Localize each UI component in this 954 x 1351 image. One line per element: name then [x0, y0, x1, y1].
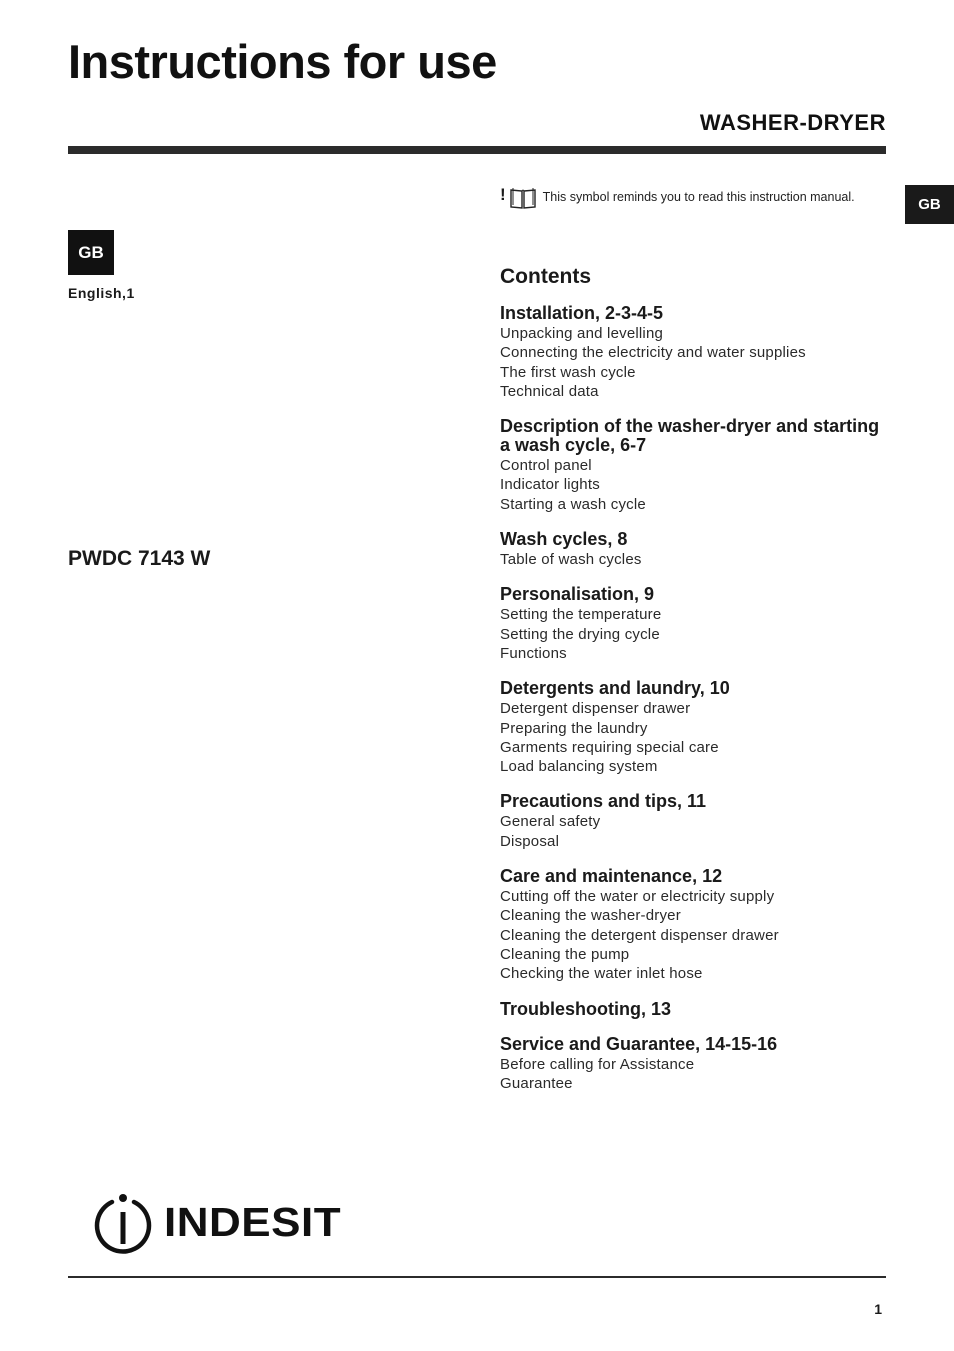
section-item[interactable]: Cutting off the water or electricity supply	[500, 888, 775, 906]
section-item[interactable]: Functions	[500, 644, 567, 662]
contents-section	[500, 867, 886, 983]
contents-section	[500, 304, 886, 401]
section-item[interactable]: Control panel	[500, 457, 592, 475]
section-title[interactable]: Wash cycles, 8	[500, 529, 628, 550]
section-item[interactable]: Table of wash cycles	[500, 551, 642, 569]
section-item[interactable]: Disposal	[500, 832, 560, 850]
table-of-contents	[500, 265, 886, 1109]
section-title[interactable]: Care and maintenance, 12	[500, 866, 723, 887]
section-title[interactable]: Service and Guarantee, 14-15-16	[500, 1033, 778, 1054]
contents-section	[500, 792, 886, 851]
section-item[interactable]: Cleaning the pump	[500, 945, 630, 963]
section-title[interactable]: Troubleshooting, 13	[500, 998, 672, 1019]
section-item[interactable]: Checking the water inlet hose	[500, 965, 703, 983]
section-item[interactable]: The first wash cycle	[500, 363, 636, 381]
contents-section	[500, 679, 886, 776]
section-title[interactable]: Detergents and laundry, 10	[500, 678, 730, 699]
book-icon	[509, 186, 537, 210]
section-item[interactable]: Setting the temperature	[500, 606, 662, 624]
section-item[interactable]: Cleaning the washer-dryer	[500, 907, 681, 925]
contents-sections	[500, 304, 886, 1093]
section-item[interactable]: Setting the drying cycle	[500, 625, 660, 643]
section-item[interactable]: Preparing the laundry	[500, 719, 648, 737]
footer-divider	[68, 1276, 886, 1278]
section-item[interactable]: Technical data	[500, 382, 599, 400]
section-item[interactable]: Detergent dispenser drawer	[500, 700, 691, 718]
section-title[interactable]: Description of the washer-dryer and starting a wash cycle, 6-7	[500, 416, 880, 456]
contents-section	[500, 1000, 886, 1019]
manual-notice	[500, 186, 855, 210]
header-divider	[68, 146, 886, 154]
section-item[interactable]: Indicator lights	[500, 476, 600, 494]
contents-section	[500, 417, 886, 514]
section-title[interactable]: Installation, 2-3-4-5	[500, 303, 664, 323]
section-item[interactable]: General safety	[500, 813, 601, 831]
language-page-reference: English,1	[68, 285, 135, 301]
section-title[interactable]: Personalisation, 9	[500, 584, 655, 605]
contents-section	[500, 530, 886, 569]
language-side-tab[interactable]: GB	[905, 185, 954, 224]
model-number: PWDC 7143 W	[68, 547, 211, 570]
contents-section	[500, 1035, 886, 1094]
section-item[interactable]: Cleaning the detergent dispenser drawer	[500, 926, 779, 944]
notice-text: This symbol reminds you to read this instruction manual.	[542, 190, 855, 204]
section-item[interactable]: Before calling for Assistance	[500, 1055, 695, 1073]
contents-heading: Contents	[500, 265, 591, 288]
brand-logo	[92, 1192, 341, 1254]
section-item[interactable]: Unpacking and levelling	[500, 325, 664, 342]
section-item[interactable]: Load balancing system	[500, 758, 658, 776]
section-item[interactable]: Guarantee	[500, 1074, 573, 1092]
contents-section	[500, 585, 886, 663]
language-badge: GB	[68, 230, 114, 275]
section-item[interactable]: Garments requiring special care	[500, 738, 719, 756]
section-item[interactable]: Starting a wash cycle	[500, 495, 646, 513]
warning-mark: !	[500, 185, 506, 204]
page-title: Instructions for use	[68, 35, 497, 88]
section-item[interactable]: Connecting the electricity and water supplies	[500, 344, 806, 362]
product-type: WASHER-DRYER	[699, 110, 886, 135]
section-title[interactable]: Precautions and tips, 11	[500, 791, 707, 812]
brand-wordmark: INDESIT	[164, 1200, 342, 1246]
page-number: 1	[874, 1301, 882, 1317]
indesit-logo-icon	[92, 1192, 154, 1254]
